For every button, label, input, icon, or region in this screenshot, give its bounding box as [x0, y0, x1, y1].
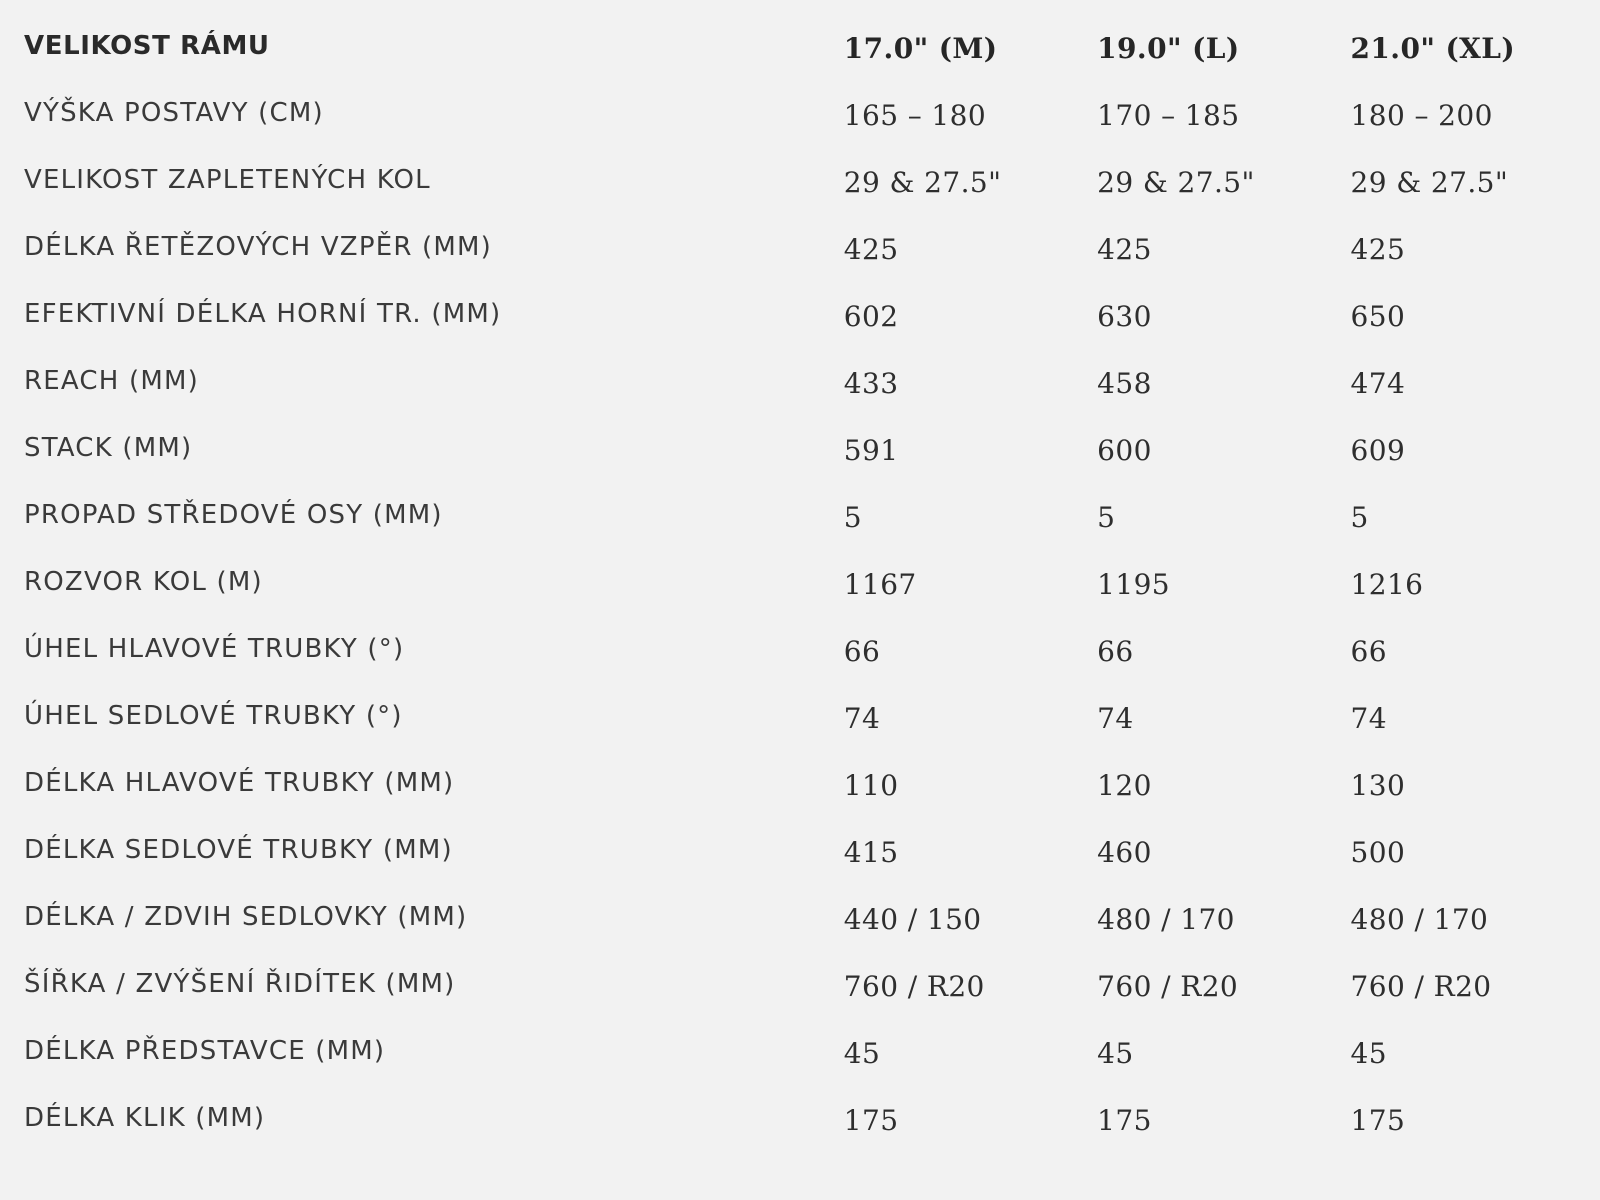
row-value-xl: 760 / R20 [1350, 970, 1492, 1003]
row-label: STACK (MM) [24, 432, 193, 463]
row-label: DÉLKA / ZDVIH SEDLOVKY (MM) [24, 901, 468, 932]
row-value-l: 760 / R20 [1097, 970, 1239, 1003]
row-value-m: 1167 [843, 568, 917, 601]
row-label: EFEKTIVNÍ DÉLKA HORNÍ TR. (MM) [24, 298, 502, 329]
row-value-xl: 66 [1350, 635, 1387, 668]
row-value-l: 5 [1097, 501, 1116, 534]
row-label: ROZVOR KOL (M) [24, 566, 263, 597]
table-row [24, 146, 1600, 213]
table-row [24, 280, 1600, 347]
row-value-m: 415 [843, 836, 899, 869]
row-value-l: 600 [1097, 434, 1152, 467]
geometry-table [24, 12, 1600, 1151]
row-value-xl: 45 [1350, 1037, 1387, 1070]
row-value-l: 630 [1097, 300, 1152, 333]
row-value-xl: 480 / 170 [1350, 903, 1489, 936]
geometry-table-header [24, 12, 1600, 79]
row-value-l: 45 [1097, 1037, 1134, 1070]
row-value-l: 1195 [1097, 568, 1171, 601]
table-row [24, 749, 1600, 816]
row-label: DÉLKA KLIK (MM) [24, 1102, 266, 1133]
table-row [24, 816, 1600, 883]
row-value-l: 29 & 27.5" [1097, 166, 1255, 199]
row-value-xl: 650 [1350, 300, 1406, 333]
row-value-m: 591 [843, 434, 899, 467]
row-value-m: 29 & 27.5" [843, 166, 1002, 199]
row-value-xl: 474 [1350, 367, 1406, 400]
row-value-m: 45 [843, 1037, 881, 1070]
row-value-m: 425 [843, 233, 899, 266]
row-value-xl: 425 [1350, 233, 1406, 266]
row-value-m: 602 [843, 300, 899, 333]
header-label: VELIKOST RÁMU [24, 30, 270, 61]
row-label: ÚHEL SEDLOVÉ TRUBKY (°) [24, 700, 403, 731]
row-value-xl: 74 [1350, 702, 1387, 735]
row-label: ÚHEL HLAVOVÉ TRUBKY (°) [24, 633, 405, 664]
row-value-l: 425 [1097, 233, 1152, 266]
row-label: VÝŠKA POSTAVY (CM) [24, 97, 324, 128]
row-label: ŠÍŘKA / ZVÝŠENÍ ŘIDÍTEK (MM) [24, 968, 456, 999]
row-value-l: 120 [1097, 769, 1152, 802]
table-row [24, 1017, 1600, 1084]
row-value-l: 170 – 185 [1097, 99, 1240, 132]
row-value-xl: 175 [1350, 1104, 1406, 1137]
table-row [24, 548, 1600, 615]
table-row [24, 950, 1600, 1017]
row-value-l: 458 [1097, 367, 1152, 400]
geometry-table-body [24, 79, 1600, 1151]
row-label: PROPAD STŘEDOVÉ OSY (MM) [24, 499, 443, 530]
row-value-xl: 29 & 27.5" [1350, 166, 1509, 199]
row-value-xl: 5 [1350, 501, 1369, 534]
header-size-l: 19.0" (L) [1097, 32, 1240, 65]
row-value-m: 440 / 150 [843, 903, 982, 936]
row-label: REACH (MM) [24, 365, 199, 396]
row-value-l: 480 / 170 [1097, 903, 1235, 936]
table-row [24, 682, 1600, 749]
row-value-m: 74 [843, 702, 881, 735]
row-value-m: 175 [843, 1104, 899, 1137]
table-row [24, 1084, 1600, 1151]
row-value-xl: 500 [1350, 836, 1406, 869]
table-row [24, 883, 1600, 950]
table-row [24, 213, 1600, 280]
row-value-xl: 609 [1350, 434, 1406, 467]
row-value-m: 760 / R20 [843, 970, 985, 1003]
row-value-xl: 1216 [1350, 568, 1424, 601]
table-row [24, 615, 1600, 682]
row-value-m: 66 [843, 635, 881, 668]
row-value-xl: 180 – 200 [1350, 99, 1493, 132]
header-size-xl: 21.0" (XL) [1350, 32, 1515, 65]
row-value-l: 74 [1097, 702, 1134, 735]
table-row [24, 414, 1600, 481]
row-value-l: 460 [1097, 836, 1152, 869]
table-row [24, 347, 1600, 414]
table-row [24, 79, 1600, 146]
row-label: VELIKOST ZAPLETENÝCH KOL [24, 164, 431, 195]
row-label: DÉLKA SEDLOVÉ TRUBKY (MM) [24, 834, 453, 865]
table-row [24, 481, 1600, 548]
row-value-m: 5 [843, 501, 862, 534]
row-label: DÉLKA HLAVOVÉ TRUBKY (MM) [24, 767, 455, 798]
row-value-xl: 130 [1350, 769, 1406, 802]
row-value-m: 433 [843, 367, 899, 400]
row-value-m: 165 – 180 [843, 99, 987, 132]
row-value-m: 110 [843, 769, 899, 802]
row-value-l: 66 [1097, 635, 1134, 668]
header-row [24, 12, 1600, 79]
row-label: DÉLKA ŘETĚZOVÝCH VZPĚR (MM) [24, 231, 493, 262]
row-value-l: 175 [1097, 1104, 1152, 1137]
row-label: DÉLKA PŘEDSTAVCE (MM) [24, 1035, 386, 1066]
header-size-m: 17.0" (M) [843, 32, 998, 65]
